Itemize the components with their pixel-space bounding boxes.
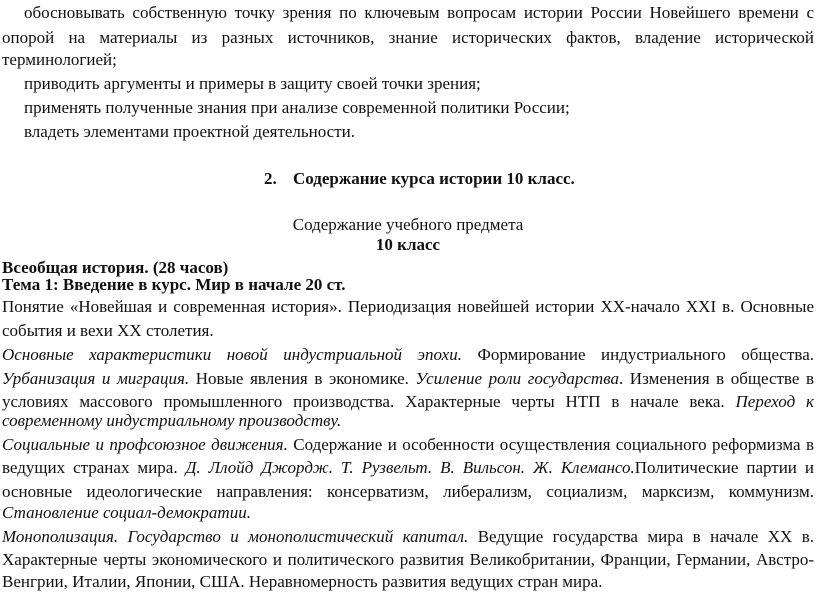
paragraph-line: Понятие «Новейшая и современная история». Периодизация новейшей истории XX-начало XXI в. Основные: [2, 297, 814, 316]
paragraph-line: Урбанизация и миграция. Новые явления в экономике. Усиление роли государства. Изменения в обществе в: [2, 369, 815, 388]
section-heading: [264, 168, 814, 190]
section-number: 2.: [264, 169, 277, 188]
course-title: Всеобщая история. (28 часов): [2, 258, 229, 277]
paragraph-line: современному индустриальному производству.: [2, 411, 342, 430]
paragraph-line: Становление социал-демократии.: [2, 503, 251, 522]
grade-heading: 10 класс: [375, 235, 441, 254]
outcome-item: приводить аргументы и примеры в защиту своей точки зрения;: [24, 74, 481, 93]
outcome-item: владеть элементами проектной деятельности.: [24, 122, 355, 141]
paragraph-line: события и вехи XX столетия.: [2, 321, 214, 340]
paragraph-line: условиях массового промышленного производства. Характерные черты НТП в начале века. Переход к: [2, 392, 815, 411]
paragraph-line: основные идеологические направления: консерватизм, либерализм, социализм, марксизм, коммунизм.: [2, 482, 814, 501]
paragraph-line: Основные характеристики новой индустриальной эпохи. Формирование индустриального общества.: [2, 345, 814, 364]
subject-heading: Содержание учебного предмета: [292, 215, 524, 234]
paragraph-line: Венгрии, Италии, Японии, США. Неравномерность развития ведущих стран мира.: [2, 572, 603, 591]
paragraph-line: Социальные и профсоюзное движения. Содержание и особенности осуществления социального реформизма в: [2, 435, 814, 454]
intro-text-line: обосновывать собственную точку зрения по ключевым вопросам истории России Новейшего времени с: [24, 3, 814, 22]
paragraph-line: Монополизация. Государство и монополистический капитал. Ведущие государства мира в начале XX в.: [2, 527, 814, 546]
intro-text-line: опорой на материалы из разных источников, знание исторических фактов, владение исторической: [2, 28, 814, 47]
section-title: Содержание курса истории 10 класс.: [293, 169, 575, 188]
intro-text-line: терминологией;: [2, 50, 117, 69]
outcome-item: применять полученные знания при анализе современной политики России;: [24, 98, 570, 117]
topic-title: Тема 1: Введение в курс. Мир в начале 20 ст.: [2, 275, 346, 294]
paragraph-line: ведущих странах мира. Д. Ллойд Джордж. Т. Рузвельт. В. Вильсон. Ж. Клемансо.Политические партии и: [2, 458, 814, 477]
paragraph-line: Характерные черты экономического и политического развития Великобритании, Франции, Германии, Австро-: [2, 550, 814, 569]
